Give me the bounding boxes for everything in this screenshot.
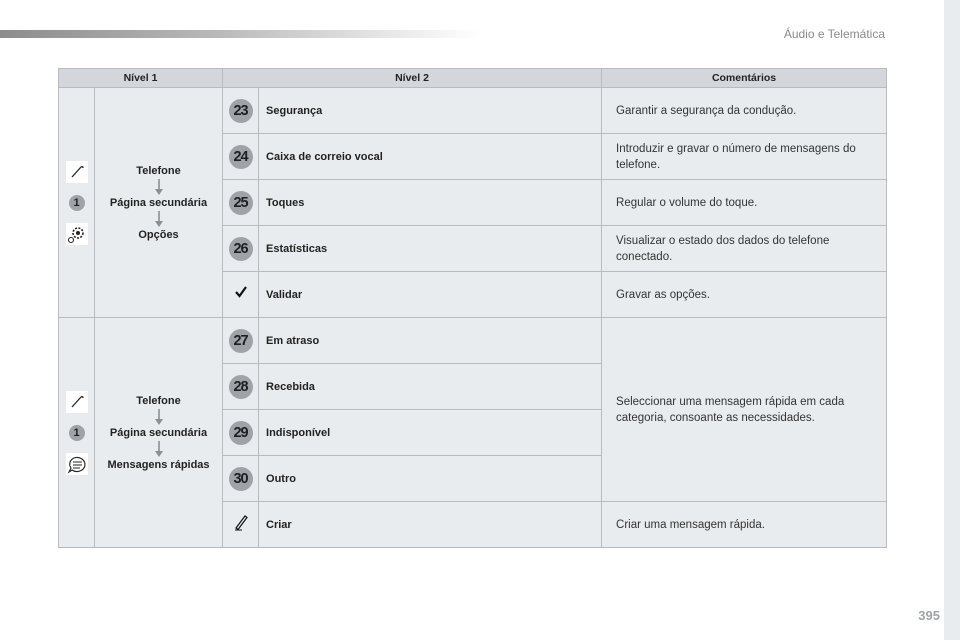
- badge-25: 25: [223, 180, 259, 226]
- badge-24: 24: [223, 134, 259, 180]
- badge-29: 29: [223, 410, 259, 456]
- comment-statistics: Visualizar o estado dos dados do telefone conectado.: [602, 226, 887, 272]
- arrow-down-icon: [155, 179, 163, 195]
- menu-table: [58, 68, 887, 548]
- level1-icons: [59, 318, 95, 548]
- comment-create: Criar uma mensagem rápida.: [602, 502, 887, 548]
- arrow-down-icon: [155, 211, 163, 227]
- pencil-icon: [223, 502, 259, 548]
- option-voicemail: Caixa de correio vocal: [259, 134, 602, 180]
- key-1-badge: 1: [69, 425, 85, 441]
- path-phone: Telefone: [136, 164, 181, 177]
- badge-26: 26: [223, 226, 259, 272]
- comment-ringtones: Regular o volume do toque.: [602, 180, 887, 226]
- column-header-level1: Nível 1: [59, 69, 223, 88]
- badge-28: 28: [223, 364, 259, 410]
- settings-icon: [66, 223, 88, 245]
- comment-voicemail: Introduzir e gravar o número de mensagens do telefone.: [602, 134, 887, 180]
- option-received: Recebida: [259, 364, 602, 410]
- option-create: Criar: [259, 502, 602, 548]
- path-secondary-page: Página secundária: [109, 196, 208, 209]
- comment-quick-messages: Seleccionar uma mensagem rápida em cada categoria, consoante as necessidades.: [602, 318, 887, 502]
- comment-validate: Gravar as opções.: [602, 272, 887, 318]
- table-row: [59, 88, 887, 134]
- path-phone: Telefone: [136, 394, 181, 407]
- option-statistics: Estatísticas: [259, 226, 602, 272]
- page-number: 395: [918, 608, 940, 623]
- message-list-icon: [66, 453, 88, 475]
- page-edge-strip: [944, 0, 960, 640]
- option-security: Segurança: [259, 88, 602, 134]
- arrow-down-icon: [155, 441, 163, 457]
- table-header-row: [59, 69, 887, 88]
- arrow-down-icon: [155, 409, 163, 425]
- comment-security: Garantir a segurança da condução.: [602, 88, 887, 134]
- option-other: Outro: [259, 456, 602, 502]
- column-header-comments: Comentários: [602, 69, 887, 88]
- option-unavailable: Indisponível: [259, 410, 602, 456]
- level1-icons: [59, 88, 95, 318]
- header-gradient-bar: [0, 30, 480, 38]
- column-header-level2: Nível 2: [223, 69, 602, 88]
- phone-icon: [66, 161, 88, 183]
- option-validate: Validar: [259, 272, 602, 318]
- badge-27: 27: [223, 318, 259, 364]
- table-row: [59, 318, 887, 364]
- path-quick-messages: Mensagens rápidas: [107, 458, 210, 471]
- phone-icon: [66, 391, 88, 413]
- path-options: Opções: [138, 228, 179, 241]
- path-secondary-page: Página secundária: [109, 426, 208, 439]
- section-title: Áudio e Telemática: [783, 27, 885, 41]
- option-delayed: Em atraso: [259, 318, 602, 364]
- level1-path: [95, 318, 223, 548]
- badge-23: 23: [223, 88, 259, 134]
- key-1-badge: 1: [69, 195, 85, 211]
- level1-path: [95, 88, 223, 318]
- checkmark-icon: [223, 272, 259, 318]
- badge-30: 30: [223, 456, 259, 502]
- option-ringtones: Toques: [259, 180, 602, 226]
